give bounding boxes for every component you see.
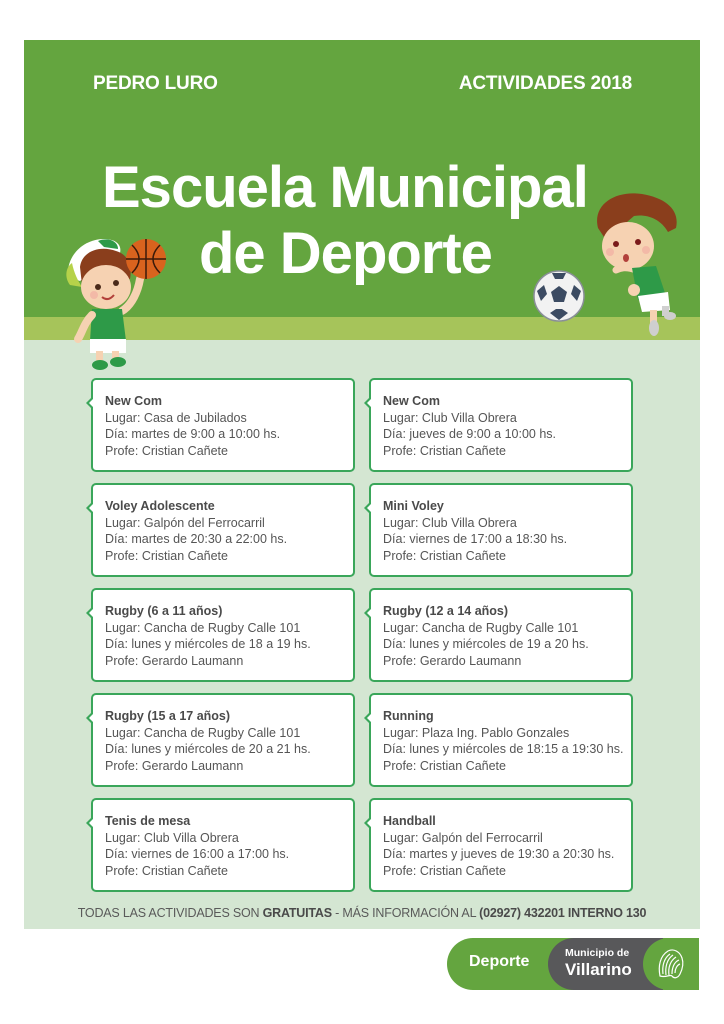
activity-place: Lugar: Cancha de Rugby Calle 101 [383,620,579,635]
activity-card [91,483,355,577]
activity-teacher: Profe: Gerardo Laumann [383,653,522,668]
activity-place: Lugar: Club Villa Obrera [383,410,517,425]
activity-card [369,378,633,472]
activity-teacher: Profe: Cristian Cañete [105,443,228,458]
activity-place: Lugar: Plaza Ing. Pablo Gonzales [383,725,570,740]
activity-teacher: Profe: Gerardo Laumann [105,758,244,773]
badge-org-big: Villarino [565,960,632,979]
activity-teacher: Profe: Cristian Cañete [105,863,228,878]
activity-name: Mini Voley [383,499,444,513]
activity-schedule: Día: lunes y miércoles de 18:15 a 19:30 hs. [383,742,624,756]
location-label: PEDRO LURO [93,73,218,94]
activity-card [369,588,633,682]
activity-place: Lugar: Galpón del Ferrocarril [383,830,543,845]
kid-basketball-icon [60,225,190,370]
footer-note-phone: (02927) 432201 INTERNO 130 [479,906,647,920]
activity-place: Lugar: Casa de Jubilados [105,410,247,425]
kid-soccer-icon [576,188,696,338]
activity-schedule: Día: jueves de 9:00 a 10:00 hs. [383,427,557,441]
activity-teacher: Profe: Cristian Cañete [105,548,228,563]
activity-card [369,693,633,787]
footer-note [24,906,700,920]
year-label: ACTIVIDADES 2018 [458,73,632,94]
activity-name: Handball [383,814,436,828]
activity-card [369,798,633,892]
activity-schedule: Día: lunes y miércoles de 20 a 21 hs. [105,742,311,756]
activity-name: Rugby (12 a 14 años) [383,604,509,618]
footer-note-text: - MÁS INFORMACIÓN AL [331,906,480,920]
activity-schedule: Día: viernes de 16:00 a 17:00 hs. [105,847,290,861]
activity-schedule: Día: lunes y miércoles de 18 a 19 hs. [105,637,311,651]
activity-schedule: Día: martes de 20:30 a 22:00 hs. [105,532,288,546]
activity-name: Rugby (15 a 17 años) [105,709,231,723]
activity-place: Lugar: Cancha de Rugby Calle 101 [105,620,301,635]
activity-name: Rugby (6 a 11 años) [105,604,223,618]
activity-place: Lugar: Galpón del Ferrocarril [105,515,265,530]
page-title-line2: de Deporte [199,221,492,286]
activity-card [369,483,633,577]
activity-name: Tenis de mesa [105,814,191,828]
badge-section-label: Deporte [469,953,530,970]
badge-org-small: Municipio de [565,947,630,959]
activity-card [91,798,355,892]
villarino-map-logo-icon [652,946,688,982]
activity-schedule: Día: viernes de 17:00 a 18:30 hs. [383,532,568,546]
activity-place: Lugar: Cancha de Rugby Calle 101 [105,725,301,740]
activity-card [91,693,355,787]
activity-teacher: Profe: Cristian Cañete [383,443,506,458]
activity-schedule: Día: lunes y miércoles de 19 a 20 hs. [383,637,589,651]
activity-name: Voley Adolescente [105,499,215,513]
activity-teacher: Profe: Cristian Cañete [383,863,506,878]
activity-name: New Com [383,394,440,408]
activity-place: Lugar: Club Villa Obrera [383,515,517,530]
activity-name: New Com [105,394,162,408]
activity-teacher: Profe: Gerardo Laumann [105,653,244,668]
activity-place: Lugar: Club Villa Obrera [105,830,239,845]
activity-schedule: Día: martes de 9:00 a 10:00 hs. [105,427,281,441]
activity-teacher: Profe: Cristian Cañete [383,548,506,563]
poster [24,40,700,929]
activity-card [91,588,355,682]
footer-note-text: TODAS LAS ACTIVIDADES SON [77,906,263,920]
activity-name: Running [383,709,434,723]
page-title-line1: Escuela Municipal [102,155,588,220]
activity-card [91,378,355,472]
activity-teacher: Profe: Cristian Cañete [383,758,506,773]
municipio-badge [447,938,699,990]
footer-note-free: GRATUITAS [262,906,332,920]
activity-schedule: Día: martes y jueves de 19:30 a 20:30 hs. [383,847,615,861]
